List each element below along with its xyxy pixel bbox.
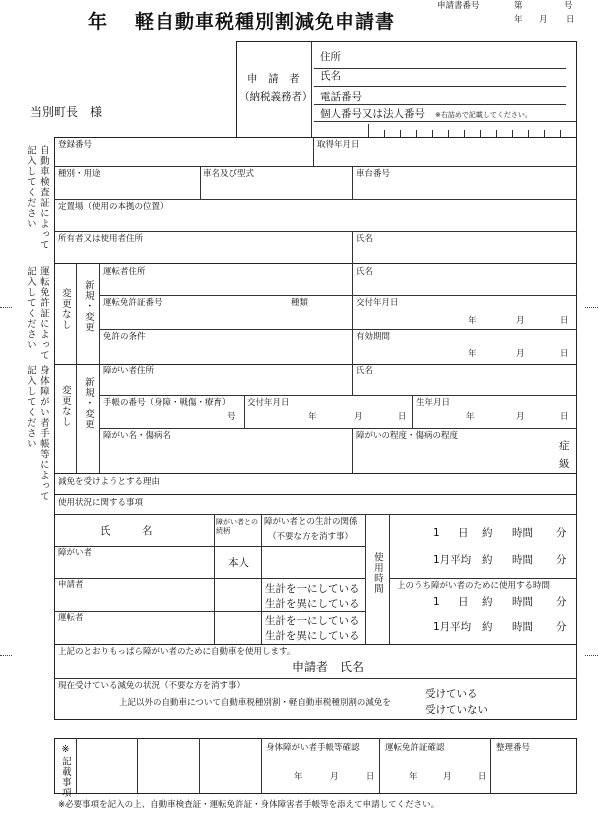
declaration-text: 上記のとおりもっぱら障がい者のために自動車を使用します。 bbox=[58, 647, 296, 657]
usage-monthly-avg: 1月平均 bbox=[433, 554, 472, 566]
type-use-label: 種別・用途 bbox=[58, 169, 101, 179]
id-number-boxes[interactable] bbox=[368, 124, 576, 137]
usage-title: 使用状況に関する事項 bbox=[58, 498, 144, 508]
applicant-same-household[interactable]: 生計を一にしている bbox=[265, 583, 360, 595]
vehicle-side-note-1: 自動車検査証によって bbox=[37, 145, 49, 250]
usage-disabled-daily-1: 1 bbox=[433, 596, 440, 608]
handbook-check-label: 身体障がい者手帳等確認 bbox=[266, 743, 360, 753]
driver-name-label: 氏名 bbox=[356, 267, 374, 277]
usage-row-applicant: 申請者 bbox=[58, 580, 84, 590]
handbook-issue-day: 日 bbox=[398, 412, 407, 422]
applicant-label: 申 請 者 bbox=[247, 73, 300, 85]
usage-disabled-daily-minutes: 分 bbox=[556, 596, 567, 608]
usage-daily-approx: 約 bbox=[482, 527, 493, 539]
owner-name-label: 氏名 bbox=[356, 234, 374, 244]
exemption-reason-label: 減免を受けようとする理由 bbox=[58, 477, 161, 487]
license-valid-day: 日 bbox=[560, 349, 569, 359]
handbook-go: 号 bbox=[227, 412, 236, 422]
license-validity-label: 有効期間 bbox=[356, 332, 391, 342]
applicant-id-label: 個人番号又は法人番号 bbox=[320, 108, 425, 120]
title-year: 年 bbox=[88, 11, 109, 33]
usage-monthly-hours: 時間 bbox=[512, 554, 533, 566]
usage-daily-minutes: 分 bbox=[556, 527, 567, 539]
owner-address-label: 所有者又は使用者住所 bbox=[58, 234, 144, 244]
license-check-year: 年 bbox=[409, 772, 418, 782]
license-kind-label: 種類 bbox=[291, 298, 309, 308]
exemption-not-receiving[interactable]: 受けていない bbox=[425, 704, 488, 716]
registration-number-label: 登録番号 bbox=[58, 140, 93, 150]
header-date-day: 日 bbox=[566, 15, 575, 25]
disability-no-change[interactable]: 変更なし bbox=[59, 385, 71, 427]
header-date-month: 月 bbox=[539, 15, 548, 25]
handbook-check-year: 年 bbox=[294, 772, 303, 782]
usage-daily-hours: 時間 bbox=[512, 527, 533, 539]
license-valid-month: 月 bbox=[516, 349, 525, 359]
disability-new-change[interactable]: 新規・変更 bbox=[82, 377, 94, 430]
handbook-check-day: 日 bbox=[366, 772, 375, 782]
license-issue-year: 年 bbox=[468, 316, 477, 326]
usage-disabled-monthly-avg: 1月平均 bbox=[433, 621, 472, 633]
relation-col: 障がい者との続柄 bbox=[216, 518, 258, 536]
disability-degree-label: 障がいの程度・傷病の程度 bbox=[356, 431, 459, 441]
birthdate-label: 生年月日 bbox=[416, 398, 451, 408]
disability-side-note-1: 身体障がい者手帳等によって bbox=[37, 365, 49, 502]
usage-disabled-daily-approx: 約 bbox=[482, 596, 493, 608]
usage-monthly-approx: 約 bbox=[482, 554, 493, 566]
footer-note: ※必要事項を記入の上、自動車検査証・運転免許証・身体障害者手帳等を添えて申請してください。 bbox=[58, 800, 440, 810]
license-check-month: 月 bbox=[443, 772, 452, 782]
garage-location-label: 定置場（使用の本拠の位置） bbox=[58, 202, 169, 212]
license-issue-day: 日 bbox=[560, 316, 569, 326]
disability-side-note-2: 記入してください bbox=[24, 365, 36, 449]
birth-day: 日 bbox=[560, 412, 569, 422]
header-date-year: 年 bbox=[514, 15, 523, 25]
usage-for-disabled-label: 上のうち障がい者のために使用する時間 bbox=[397, 581, 551, 591]
usage-row-disabled: 障がい者 bbox=[58, 548, 93, 558]
exemption-status-title: 現在受けている減免の状況（不要な方を消す事） bbox=[58, 681, 246, 691]
applicant-separate-household[interactable]: 生計を異にしている bbox=[265, 598, 360, 610]
driver-separate-household[interactable]: 生計を異にしている bbox=[265, 630, 360, 642]
applicant-box bbox=[236, 41, 577, 137]
handbook-check-month: 月 bbox=[330, 772, 339, 782]
birth-month: 月 bbox=[516, 412, 525, 422]
handbook-issue-month: 月 bbox=[354, 412, 363, 422]
taxpayer-label: （納税義務者） bbox=[239, 91, 313, 103]
application-number-prefix: 第 bbox=[514, 1, 523, 11]
applicant-phone-label: 電話番号 bbox=[320, 91, 362, 103]
usage-disabled-daily-day: 日 bbox=[458, 596, 469, 608]
office-use-label: ※記載事項 bbox=[59, 744, 71, 798]
exemption-receiving[interactable]: 受けている bbox=[425, 688, 478, 700]
addressee: 当別町長 様 bbox=[30, 105, 103, 119]
license-issue-month: 月 bbox=[516, 316, 525, 326]
handbook-issue-date-label: 交付年月日 bbox=[247, 398, 290, 408]
usage-disabled-monthly-hours: 時間 bbox=[512, 621, 533, 633]
car-name-model-label: 車名及び型式 bbox=[203, 169, 255, 179]
license-issue-date-label: 交付年月日 bbox=[356, 298, 399, 308]
license-side-note-2: 記入してください bbox=[24, 266, 36, 350]
disability-name-label: 障がい名・傷病名 bbox=[103, 431, 172, 441]
license-check-day: 日 bbox=[478, 772, 487, 782]
exemption-status-text: 上記以外の自動車について自動車税種別割・軽自動車税種別割の減免を bbox=[119, 698, 391, 708]
application-number-label: 申請書番号 bbox=[437, 1, 480, 11]
license-number-label: 運転免許証番号 bbox=[103, 298, 163, 308]
degree-sho: 症 bbox=[559, 440, 570, 452]
applicant-id-note: ※右詰めで記載してください。 bbox=[435, 111, 532, 119]
applicant-address-label: 住所 bbox=[320, 51, 341, 63]
driver-same-household[interactable]: 生計を一にしている bbox=[265, 615, 360, 627]
declaration-signature: 申請者 氏名 bbox=[292, 660, 365, 674]
disabled-address-label: 障がい者住所 bbox=[103, 366, 155, 376]
license-valid-year: 年 bbox=[468, 349, 477, 359]
driver-address-label: 運転者住所 bbox=[103, 267, 146, 277]
license-no-change[interactable]: 変更なし bbox=[59, 288, 71, 330]
reference-number-label: 整理番号 bbox=[496, 743, 531, 753]
disabled-name-label: 氏名 bbox=[356, 366, 374, 376]
applicant-name-label: 氏名 bbox=[320, 70, 341, 82]
usage-monthly-minutes: 分 bbox=[556, 554, 567, 566]
license-new-change[interactable]: 新規・変更 bbox=[82, 280, 94, 333]
license-condition-label: 免許の条件 bbox=[103, 332, 146, 342]
usage-disabled-monthly-approx: 約 bbox=[482, 621, 493, 633]
acquisition-date-label: 取得年月日 bbox=[317, 140, 360, 150]
relation-self: 本人 bbox=[228, 557, 249, 569]
usage-disabled-monthly-minutes: 分 bbox=[556, 621, 567, 633]
license-check-label: 運転免許証確認 bbox=[385, 743, 445, 753]
usage-name-col: 氏 名 bbox=[100, 525, 153, 537]
usage-daily-day: 日 bbox=[458, 527, 469, 539]
degree-kyu: 級 bbox=[559, 458, 570, 470]
license-side-note-1: 運転免許証によって bbox=[37, 266, 49, 361]
handbook-issue-year: 年 bbox=[308, 412, 317, 422]
chassis-number-label: 車台番号 bbox=[356, 169, 391, 179]
application-number-suffix: 号 bbox=[564, 1, 573, 11]
livelihood-col-b: （不要な方を消す事） bbox=[268, 532, 354, 542]
handbook-number-label: 手帳の番号（身障・戦傷・療育） bbox=[103, 398, 231, 408]
page-title: 軽自動車税種別割減免申請書 bbox=[135, 11, 396, 33]
usage-row-driver: 運転者 bbox=[58, 613, 84, 623]
birth-year: 年 bbox=[466, 412, 475, 422]
usage-time-label: 使用時間 bbox=[371, 552, 383, 594]
usage-disabled-daily-hours: 時間 bbox=[512, 596, 533, 608]
vehicle-side-note-2: 記入してください bbox=[24, 145, 36, 229]
livelihood-col-a: 障がい者との生計の関係 bbox=[264, 517, 358, 527]
usage-daily-1: 1 bbox=[433, 527, 440, 539]
